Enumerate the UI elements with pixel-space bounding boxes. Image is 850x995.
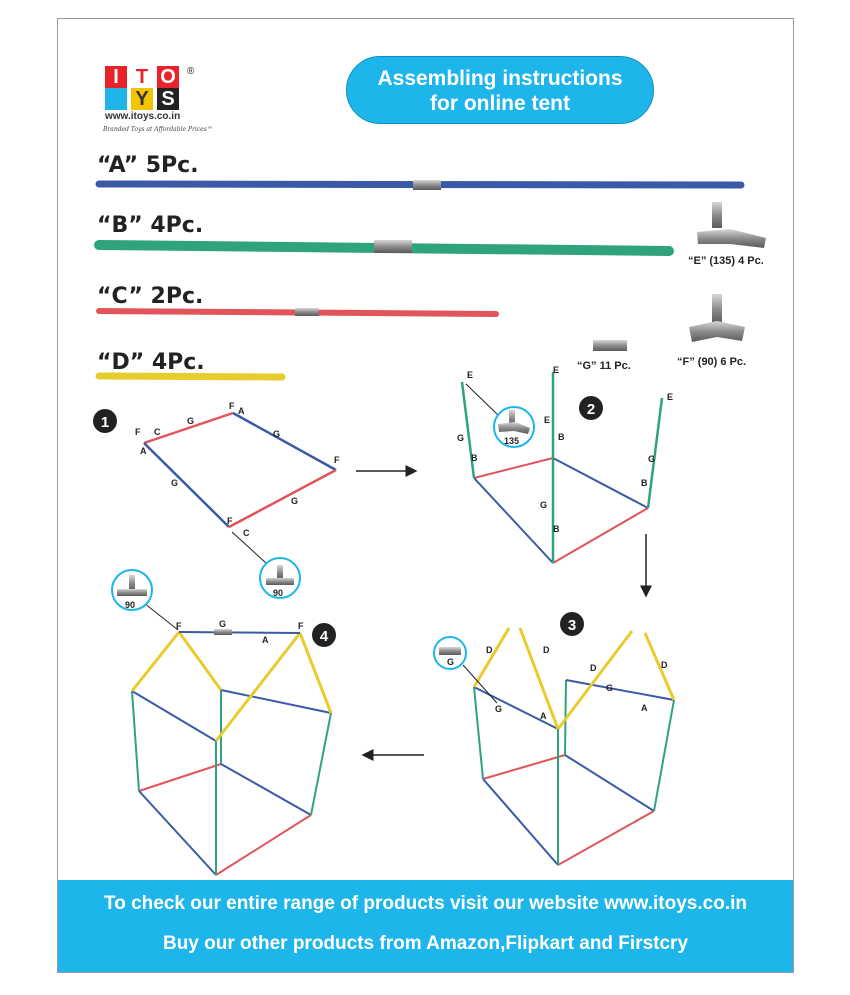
svg-text:A: A [262,635,269,645]
svg-text:E: E [667,392,674,402]
piece-b-label: “B” 4Pc. [97,213,204,238]
svg-text:F: F [135,427,141,437]
connector-e-label: “E” (135) 4 Pc. [688,255,764,267]
logo-letter-t: T [131,66,153,88]
svg-text:G: G [495,704,503,714]
rod-b [99,240,669,253]
footer-stores-text: Buy our other products from Amazon,Flipkart and Firstcry [162,933,689,954]
svg-text:G: G [273,429,281,439]
svg-text:135: 135 [504,436,520,446]
svg-text:1: 1 [100,414,110,431]
rod-a [99,180,741,190]
svg-text:G: G [606,683,614,693]
registered-mark: ® [187,66,195,77]
svg-text:2: 2 [586,401,596,418]
piece-c-label: “C” 2Pc. [97,284,204,309]
svg-text:B: B [558,432,565,442]
connector-g-label: “G” 11 Pc. [577,360,631,372]
piece-d-label: “D” 4Pc. [97,350,205,375]
svg-text:D: D [590,663,597,673]
rod-d [99,376,282,377]
svg-text:G: G [457,433,465,443]
svg-text:D: D [486,645,493,655]
logo-letter-s: S [157,88,179,110]
svg-text:G: G [540,500,548,510]
svg-text:G: G [291,496,299,506]
step-2 [457,365,673,563]
connector-e-135-icon [697,202,766,248]
svg-text:E: E [553,365,560,375]
rod-b-connector [374,240,412,253]
svg-text:A: A [540,711,547,721]
svg-text:B: B [641,478,648,488]
logo-website: www.itoys.co.in [105,111,181,122]
svg-text:4: 4 [319,628,329,645]
svg-text:G: G [648,454,656,464]
svg-text:G: G [171,478,179,488]
svg-text:F: F [176,621,182,631]
svg-text:G: G [447,657,455,667]
svg-text:A: A [140,446,147,456]
logo-letter-o: O [157,66,179,88]
svg-text:A: A [238,406,245,416]
svg-text:G: G [219,619,227,629]
svg-text:E: E [467,370,474,380]
svg-text:D: D [543,645,550,655]
step-4 [112,570,336,875]
rod-a-connector [413,180,441,190]
svg-text:F: F [334,455,340,465]
connector-g-icon [593,340,627,351]
logo-tagline: Branded Toys at Affordable Prices™ [103,126,213,133]
step-3 [434,612,674,865]
svg-text:F: F [229,401,235,411]
footer-banner [58,880,793,972]
svg-text:3: 3 [567,617,577,634]
svg-text:F: F [298,621,304,631]
rod-c-connector [295,308,319,316]
piece-a-label: “A” 5Pc. [97,153,199,178]
step-1 [93,401,340,598]
svg-text:90: 90 [125,600,136,610]
connector-f-label: “F” (90) 6 Pc. [677,356,747,368]
svg-text:A: A [641,703,648,713]
title-line-1: Assembling instructions [377,67,623,90]
svg-text:B: B [553,524,560,534]
rod-c [99,308,496,316]
svg-text:B: B [471,453,478,463]
svg-text:G: G [187,416,195,426]
logo-letter-i: I [105,66,127,88]
svg-text:C: C [243,528,250,538]
svg-text:90: 90 [273,588,284,598]
svg-text:D: D [661,660,668,670]
svg-text:F: F [227,516,233,526]
footer-website-text: To check our entire range of products visit our website www.itoys.co.in [104,893,747,914]
svg-text:E: E [544,415,551,425]
connector-f-90-icon [689,294,745,342]
svg-text:C: C [154,427,161,437]
logo-letter-y: Y [131,88,153,110]
title-line-2: for online tent [430,92,570,115]
